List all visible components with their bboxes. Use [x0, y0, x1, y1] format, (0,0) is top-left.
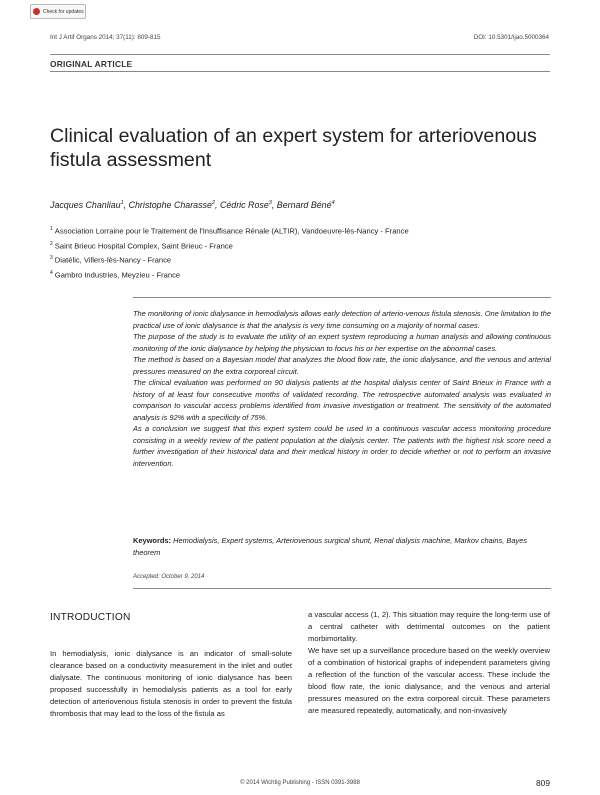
header-rule — [50, 54, 550, 55]
affiliation-number: 2 — [50, 240, 53, 247]
doi[interactable]: DOI: 10.5301/ijao.5000364 — [473, 34, 549, 41]
body-paragraph: a vascular access (1, 2). This situation may require the long-term use of a central catheter with detrimental outcomes on the patient morbimortality. — [308, 610, 550, 644]
author-name: Jacques Chanliau — [50, 200, 121, 210]
author-name: Cédric Rose — [219, 200, 269, 210]
author-affiliation-mark: 2 — [211, 200, 215, 207]
keywords — [133, 535, 551, 558]
page-number: 809 — [536, 778, 550, 788]
keywords-list: Hemodialysis, Expert systems, Arteriovenous surgical shunt, Renal dialysis machine, Markov chains, Bayes theorem — [133, 536, 528, 557]
affiliation-number: 1 — [50, 226, 53, 232]
abstract-top-rule — [133, 297, 551, 298]
author-name: Christophe Charasse — [128, 200, 212, 210]
footer-copyright: © 2014 Wichtig Publishing - ISSN 0391-3988 — [240, 780, 360, 786]
author-separator: , — [123, 200, 129, 210]
body-column-right — [308, 609, 550, 717]
author-separator: , — [215, 200, 220, 210]
introduction-heading: INTRODUCTION — [50, 612, 131, 623]
journal-reference: Int J Artif Organs 2014; 37(11): 809-815 — [50, 34, 161, 41]
abstract-paragraph: The clinical evaluation was performed on 90 dialysis patients at the hospital dialysis center of Saint Brieux in France with a history of at least four consecutive months of validated recording. The retrospective automated analysis was evaluated in comparison to vascular access problems identified from invasive investigation or treatment. The sensitivity of the automated analysis is 92% with a specificity of 75%. — [133, 378, 551, 422]
keywords-label: Keywords: — [133, 536, 172, 545]
section-rule — [50, 71, 550, 72]
accepted-date: Accepted: October 9, 2014 — [133, 574, 205, 580]
abstract-paragraph: As a conclusion we suggest that this expert system could be used in a continuous vascular access monitoring procedure consisting in a weekly review of the patient population at the dialysis center. The patients with the highest risk score need a further investigation of their historical data and their medical history in order to decide whether or not to perform an invasive intervention. — [133, 424, 551, 468]
affiliation — [50, 223, 409, 238]
affiliation — [50, 238, 409, 253]
affiliation-list — [50, 223, 409, 281]
affiliation-number: 3 — [50, 255, 53, 262]
author-affiliation-mark: 1 — [120, 200, 124, 207]
author-name: Bernard Béné — [276, 200, 332, 210]
affiliation-text: Saint Brieuc Hospital Complex, Saint Brieuc - France — [54, 241, 233, 251]
author-list — [50, 200, 335, 210]
abstract-paragraph: The method is based on a Bayesian model that analyzes the blood flow rate, the ionic dialysance, and the venous and arterial pressures measured on the extra corporeal circuit. — [133, 355, 551, 376]
affiliation — [50, 252, 409, 267]
abstract-paragraph: The purpose of the study is to evaluate the utility of an expert system reproducing a human analysis and allowing continuous monitoring of the ionic dialysance by helping the physician to focus his or her expertise on the abnormal cases. — [133, 332, 551, 353]
affiliation-text: Gambro Industries, Meyzieu - France — [54, 270, 181, 280]
body-column-left — [50, 648, 292, 720]
author-affiliation-mark: 3 — [268, 200, 272, 207]
affiliation-number: 4 — [50, 269, 53, 276]
affiliation-text: Association Lorraine pour le Traitement de l'Insuffisance Rénale (ALTIR), Vandoeuvre-lès-Nancy - France — [54, 226, 409, 236]
body-paragraph: In hemodialysis, ionic dialysance is an indicator of small-solute clearance based on a conductivity measurement in the inlet and outlet dialysate. The continuous monitoring of ionic dialysance has been proposed successfully in hemodialysis patients as a tool for early detection of arteriovenous fistula stenosis in order to prevent the fistula thrombosis that may lead to the loss of the fistula as — [50, 649, 292, 719]
author-separator: , — [271, 200, 277, 210]
article-title: Clinical evaluation of an expert system for arteriovenous fistula assessment — [50, 125, 537, 171]
update-icon — [33, 8, 40, 15]
abstract-bottom-rule — [133, 588, 551, 589]
check-for-updates-badge[interactable] — [30, 4, 86, 19]
author-affiliation-mark: 4 — [331, 200, 335, 207]
abstract — [133, 308, 551, 469]
affiliation — [50, 267, 409, 282]
body-paragraph: We have set up a surveillance procedure based on the weekly overview of a combination of historical graphs of independent parameters giving a reflection of the function of the vascular access. These include the blood flow rate, the ionic dialysance, and the venous and arterial pressures measured on the extra corporeal circuit. These parameters are measured repeatedly, automatically, and non-invasively — [308, 646, 550, 716]
check-for-updates-label: Check for updates — [43, 8, 84, 15]
abstract-paragraph: The monitoring of ionic dialysance in hemodialysis allows early detection of arterio-venous fistula stenosis. One limitation to the practical use of ionic dialysance is that the analysis is very time consuming on a majority of normal cases. — [133, 309, 551, 330]
section-label: ORIGINAL ARTICLE — [50, 59, 133, 69]
affiliation-text: Diatélic, Villers-lès-Nancy - France — [54, 255, 172, 265]
